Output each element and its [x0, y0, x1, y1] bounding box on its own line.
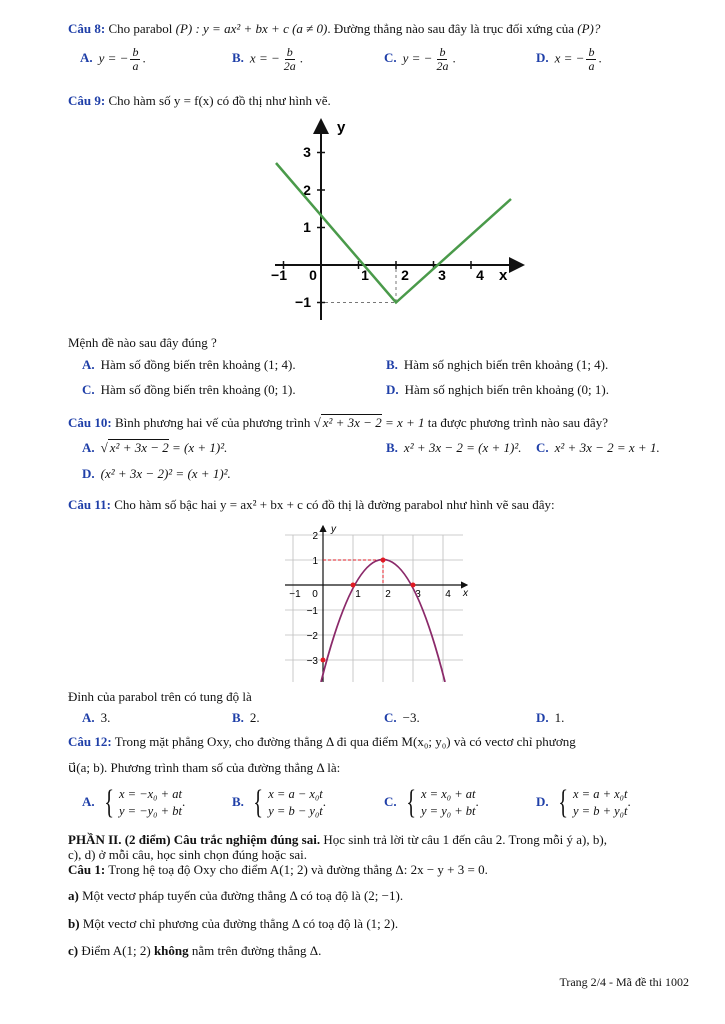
q12-option-c[interactable]: C. { x = x₀ + at y = y₀ + bt . — [384, 784, 479, 821]
q12-option-b[interactable]: B. { x = a − x₀t y = b − y₀t . — [232, 784, 327, 821]
x-tick-label: 4 — [476, 267, 484, 283]
q10-option-b[interactable]: B. x² + 3x − 2 = (x + 1)². — [386, 440, 522, 455]
y-tick-label: 2 — [303, 182, 311, 198]
part-2-text-2: c), d) ở mỗi câu, học sinh chọn đúng hoặc sai. — [68, 847, 308, 862]
question-10-rhs: = x + 1 — [384, 415, 425, 430]
q10-option-c[interactable]: C. x² + 3x − 2 = x + 1. — [536, 440, 660, 455]
y-tick-label: 1 — [312, 556, 318, 567]
x-tick-label: 1 — [361, 267, 369, 283]
x-tick-label: 3 — [415, 589, 421, 600]
q9-option-b[interactable]: B. Hàm số nghịch biến trên khoảng (1; 4). — [386, 357, 609, 372]
q12-option-d[interactable]: D. { x = a + x₀t y = b + y₀t . — [536, 784, 631, 821]
q9-option-c[interactable]: C. Hàm số đồng biến trên khoảng (0; 1). — [82, 382, 296, 397]
y-tick-label: −3 — [306, 656, 318, 667]
question-10: Câu 10: Bình phương hai vế của phương trình √ x² + 3x − 2 = x + 1 ta được phương trình nào sau đây? — [68, 415, 608, 430]
q8-option-d[interactable]: D. x = − $\frac{b}{a}$ . — [536, 45, 602, 73]
page-footer: Trang 2/4 - Mã đề thi 1002 — [559, 975, 689, 989]
part-2-intro — [68, 832, 607, 847]
x-tick-label: −1 — [289, 589, 301, 600]
q11-option-c[interactable]: C. −3. — [384, 710, 420, 725]
question-8 — [68, 20, 600, 38]
part-2-item-b[interactable]: b) Một vectơ chỉ phương của đường thẳng Δ có toạ độ là (1; 2). — [68, 916, 399, 931]
x-tick-label: 2 — [385, 589, 391, 600]
x-tick-label: 1 — [355, 589, 361, 600]
q10-option-d[interactable]: D. (x² + 3x − 2)² = (x + 1)². — [82, 466, 231, 481]
y-axis-label: y — [331, 524, 336, 535]
question-10-text: Bình phương hai vế của phương trình — [114, 415, 311, 430]
q8-option-b[interactable]: B. x = − $\frac{b}{2a}$ . — [232, 45, 303, 73]
x-tick-label: 0 — [312, 589, 318, 600]
question-10-text-2: ta được phương trình nào sau đây? — [427, 415, 608, 430]
question-12-label: Câu 12: — [68, 734, 112, 749]
part-2-text: Học sinh trả lời từ câu 1 đến câu 2. Trong mỗi ý a), b), — [320, 832, 607, 847]
question-8-label: Câu 8: — [68, 21, 106, 36]
question-8-formula: (P) : y = ax² + bx + c (a ≠ 0) — [175, 21, 328, 36]
question-12-line-2: u⃗(a; b). Phương trình tham số của đường thẳng Δ là: — [68, 760, 341, 775]
q8-option-a[interactable]: A. y = − $\frac{b}{a}$ . — [80, 45, 146, 73]
question-11-text: Cho hàm số bậc hai y = ax² + bx + c có đồ thị là đường parabol như hình vẽ sau đây: — [114, 497, 555, 512]
x-tick-label: 4 — [445, 589, 451, 600]
question-12-text: Trong mặt phẳng Oxy, cho đường thẳng Δ đi qua điểm M(x₀; y₀) và có vectơ chỉ phương — [114, 734, 576, 749]
root-point — [351, 583, 356, 588]
y-tick-label: −1 — [295, 294, 311, 310]
q9-option-d[interactable]: D. Hàm số nghịch biến trên khoảng (0; 1). — [386, 382, 609, 397]
part-2-item-a[interactable]: a) Một vectơ pháp tuyến của đường thẳng Δ có toạ độ là (2; −1). — [68, 888, 404, 903]
x-tick-label: 3 — [438, 267, 446, 283]
y-tick-label: −1 — [306, 606, 318, 617]
graph-parabola — [285, 522, 475, 682]
q11-option-a[interactable]: A. 3. — [82, 710, 111, 725]
x-axis-label: x — [499, 267, 508, 284]
part-2-question-1: Câu 1: Trong hệ toạ độ Oxy cho điểm A(1; 2) và đường thẳng Δ: 2x − y + 3 = 0. — [68, 862, 488, 877]
question-8-text: Cho parabol — [108, 21, 173, 36]
x-tick-label: −1 — [271, 267, 287, 283]
question-10-label: Câu 10: — [68, 415, 112, 430]
q11-option-b[interactable]: B. 2. — [232, 710, 260, 725]
question-11-label: Câu 11: — [68, 497, 111, 512]
x-tick-label: 0 — [309, 267, 317, 283]
question-11-prompt: Đỉnh của parabol trên có tung độ là — [68, 689, 252, 704]
root-point — [411, 583, 416, 588]
question-11 — [68, 496, 555, 514]
q11-option-d[interactable]: D. 1. — [536, 710, 565, 725]
x-tick-label: 2 — [401, 267, 409, 283]
y-tick-label: 3 — [303, 144, 311, 160]
question-8-text-3: (P)? — [577, 21, 601, 36]
y-tick-label: −2 — [306, 631, 318, 642]
q8-option-c[interactable]: C. y = − $\frac{b}{2a}$ . — [384, 45, 456, 73]
y-tick-label: 2 — [312, 531, 318, 542]
question-9-text: Cho hàm số y = f(x) có đồ thị như hình vẽ. — [108, 93, 331, 108]
q10-option-a[interactable]: A. √ x² + 3x − 2 = (x + 1)². — [82, 440, 228, 455]
question-9-prompt: Mệnh đề nào sau đây đúng ? — [68, 335, 217, 350]
graph-absolute-value — [255, 112, 545, 332]
question-12 — [68, 733, 576, 751]
q9-option-a[interactable]: A. Hàm số đồng biến trên khoảng (1; 4). — [82, 357, 296, 372]
question-9-label: Câu 9: — [68, 93, 106, 108]
y-axis-label: y — [337, 119, 346, 136]
question-9 — [68, 92, 331, 110]
question-10-sqrt: x² + 3x − 2 — [322, 415, 382, 430]
question-8-text-2: . Đường thẳng nào sau đây là trục đối xứng của — [327, 21, 574, 36]
part-2-item-c[interactable]: c) Điểm A(1; 2) không nằm trên đường thẳng Δ. — [68, 943, 322, 958]
part-2-heading: PHẦN II. (2 điểm) Câu trắc nghiệm đúng sai. — [68, 832, 321, 847]
y-tick-label: 1 — [303, 219, 311, 235]
q12-option-a[interactable]: A. { x = −x₀ + at y = −y₀ + bt . — [82, 784, 186, 821]
y-intercept-point — [321, 658, 326, 663]
x-axis-label: x — [463, 588, 468, 599]
vertex-point — [381, 558, 386, 563]
